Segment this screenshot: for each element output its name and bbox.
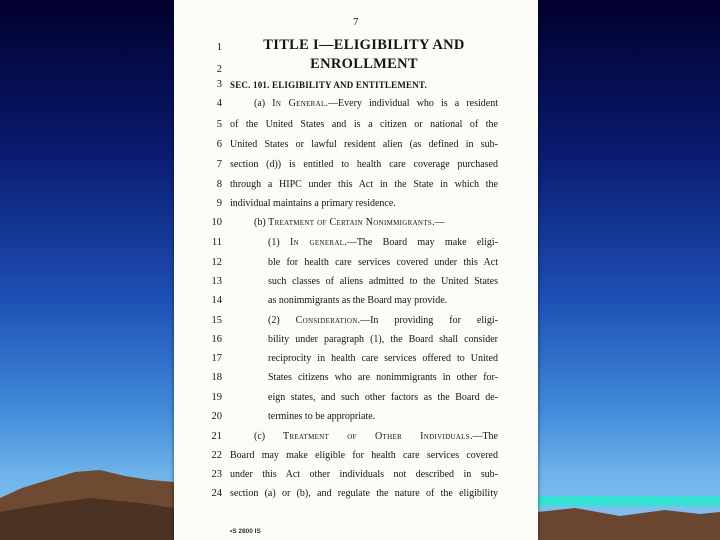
line-13 [174,272,538,292]
line-body: reciprocity in health care services offered to United [268,353,498,364]
line-number: 12 [211,257,222,268]
line-body: .— [432,217,445,228]
line-number: 20 [211,411,222,422]
line-text [230,135,498,155]
subsection-heading: In general [289,237,345,248]
page-number: 7 [353,16,359,28]
subsection-heading: Consideration [295,315,358,326]
line-text [268,368,498,388]
line-number: 14 [211,295,222,306]
line-number: 9 [216,198,222,209]
subsection-marker: (c) [254,431,283,442]
subsection-marker: (2) [268,315,296,326]
line-text [230,465,498,485]
line-16 [174,330,538,350]
line-text [268,311,498,331]
line-text [268,349,498,369]
line-body: United States or lawful resident alien (as defined in sub- [230,139,498,150]
line-number: 19 [211,392,222,403]
line-text [268,330,498,350]
subsection-marker: (a) [254,98,273,109]
line-22 [174,446,538,466]
line-body: under this Act other individuals not described in sub- [230,469,498,480]
line-number: 18 [211,372,222,383]
line-number: 17 [211,353,222,364]
line-text [230,175,498,195]
line-number: 21 [211,431,222,442]
line-text [230,484,498,504]
line-17 [174,349,538,369]
line-18 [174,368,538,388]
line-body: section (a) or (b), and regulate the nature of the eligibility [230,488,498,499]
line-number: 11 [211,237,222,248]
line-number: 5 [216,119,222,130]
line-body: individual maintains a primary residence. [230,198,396,209]
line-text [230,446,498,466]
line-text [268,253,498,273]
line-7 [174,155,538,175]
line-text [268,388,498,408]
line-body: of the United States and is a citizen or national of the [230,119,498,130]
line-body: ble for health care services covered under this Act [268,257,498,268]
line-text [230,75,498,95]
line-number: 24 [211,488,222,499]
line-body: through a HIPC under this Act in the State in which the [230,179,498,190]
line-number: 7 [216,159,222,170]
line-20 [174,407,538,427]
line-number: 16 [211,334,222,345]
line-8 [174,175,538,195]
line-text [268,272,498,292]
title-line-2: ENROLLMENT [310,56,418,72]
line-14 [174,291,538,311]
line-text [230,115,498,135]
line-body: .—In providing for eligi- [357,315,498,326]
line-number: 15 [211,315,222,326]
subsection-heading: In General [272,98,326,109]
subsection-heading: Treatment of Certain Nonimmigrants [268,217,433,228]
line-text [230,155,498,175]
line-10 [174,213,538,233]
line-9 [174,194,538,214]
line-body: bility under paragraph (1), the Board shall consider [268,334,498,345]
line-text [268,291,498,311]
line-number: 22 [211,450,222,461]
line-number: 23 [211,469,222,480]
line-number: 3 [216,79,222,90]
line-text [254,94,498,114]
line-number: 8 [216,179,222,190]
line-4 [174,94,538,114]
line-body: Board may make eligible for health care services covered [230,450,498,461]
line-number: 4 [216,98,222,109]
line-12 [174,253,538,273]
title-line-1: TITLE I—ELIGIBILITY AND [263,37,465,53]
line-21 [174,427,538,447]
line-3 [174,75,538,95]
line-5 [174,115,538,135]
line-23 [174,465,538,485]
line-number: 13 [211,276,222,287]
line-text [268,407,498,427]
line-body: such classes of aliens admitted to the United States [268,276,498,287]
footer-code: •S 2800 IS [230,528,261,535]
line-1 [174,38,538,58]
line-24 [174,484,538,504]
line-body: .—The Board may make eligi- [344,237,498,248]
subsection-heading: Treatment of Other Individuals [282,431,470,442]
line-6 [174,135,538,155]
line-body: eign states, and such other factors as the Board de- [268,392,498,403]
line-body: States citizens who are nonimmigrants in other for- [268,372,498,383]
mountain-right [538,508,720,540]
line-number: 2 [216,64,222,75]
horizon-glow [538,496,720,506]
line-text [268,233,498,253]
line-text [230,194,498,214]
line-body: .—The [469,431,498,442]
line-15 [174,311,538,331]
line-text [254,427,498,447]
line-body: section (d)) is entitled to health care coverage purchased [230,159,498,170]
line-body: termines to be appropriate. [268,411,376,422]
document-page [174,0,538,540]
subsection-marker: (1) [268,237,290,248]
line-number: 1 [216,42,222,53]
line-body: .—Every individual who is a resident [325,98,498,109]
line-11 [174,233,538,253]
line-number: 6 [216,139,222,150]
subsection-marker: (b) [254,217,269,228]
line-19 [174,388,538,408]
line-body: SEC. 101. ELIGIBILITY AND ENTITLEMENT. [230,80,427,90]
line-body: as nonimmigrants as the Board may provide. [268,295,448,306]
line-number: 10 [211,217,222,228]
line-text [254,213,498,233]
